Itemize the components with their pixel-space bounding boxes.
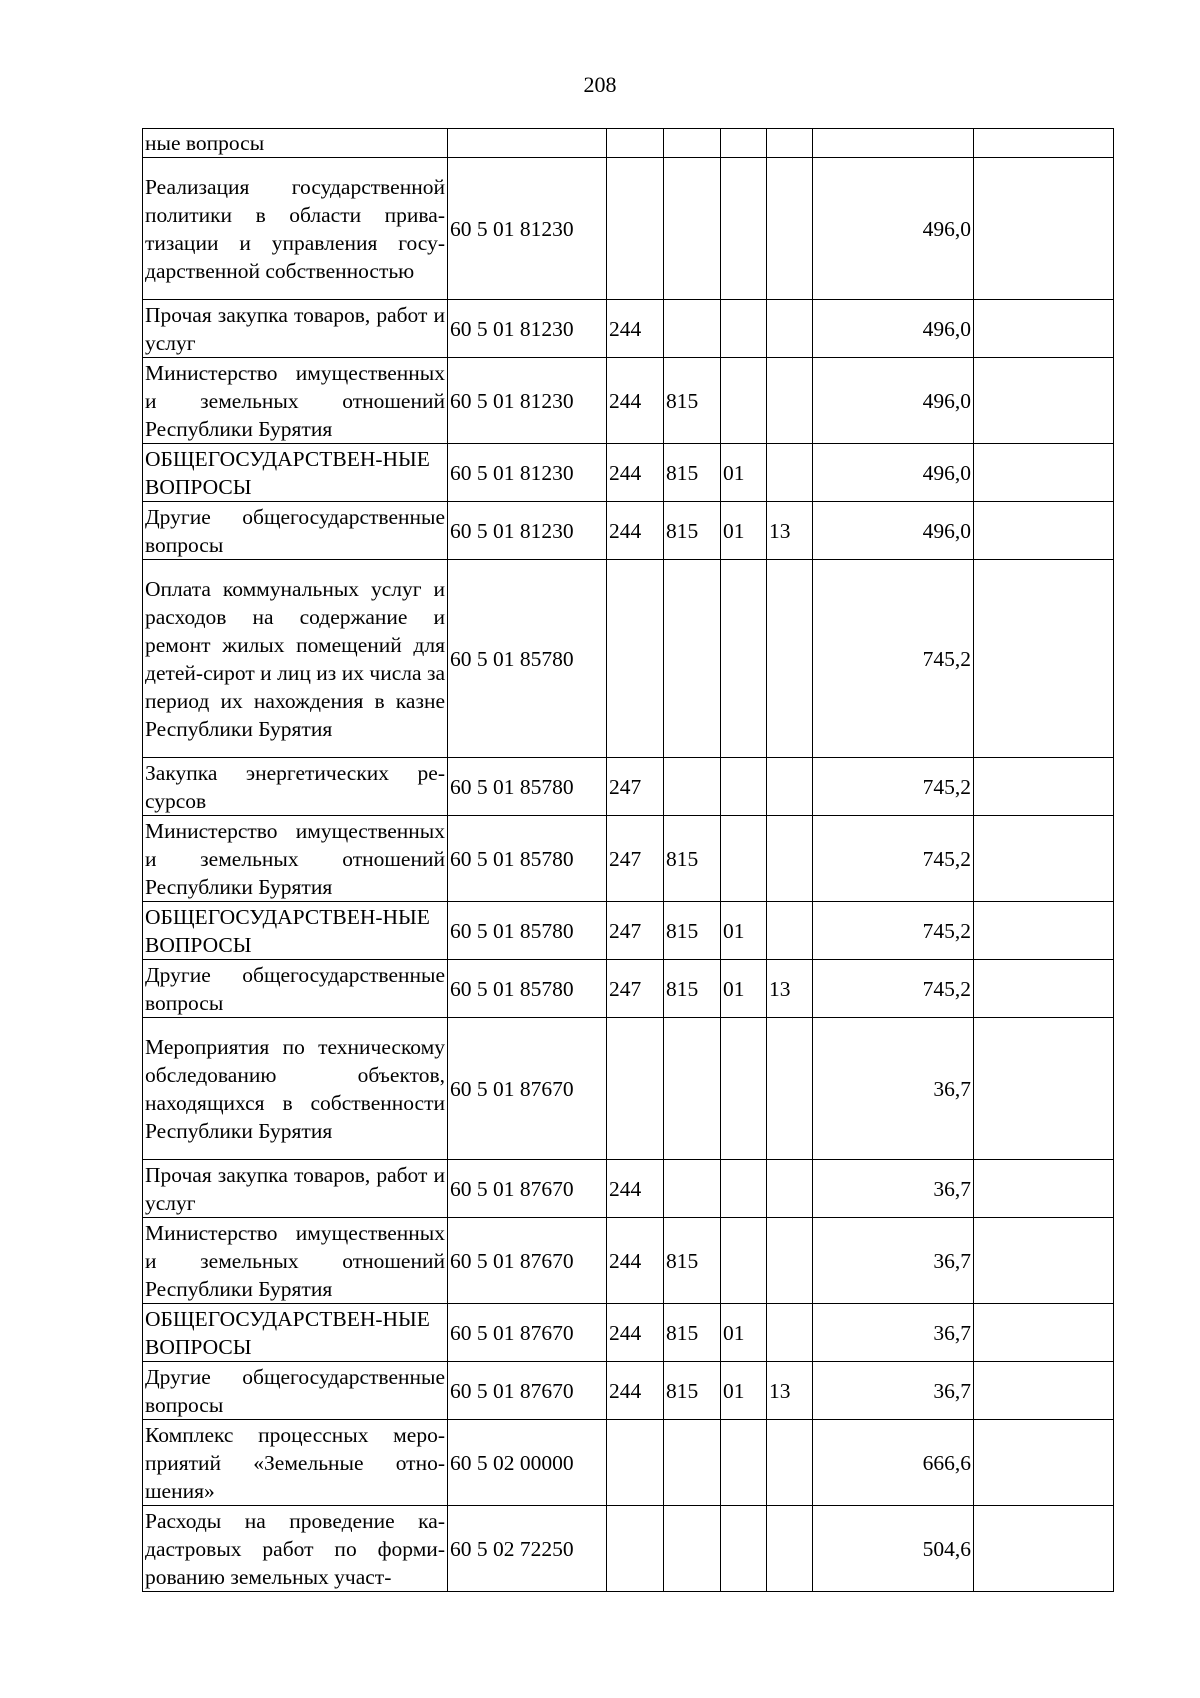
empty-cell [974, 1362, 1114, 1420]
section-cell: 01 [721, 960, 767, 1018]
ministry-code-cell [664, 1160, 721, 1218]
target-article-cell: 60 5 01 81230 [448, 358, 607, 444]
table-row [143, 560, 1114, 758]
amount-cell: 496,0 [813, 158, 974, 300]
amount-cell: 745,2 [813, 816, 974, 902]
empty-cell [974, 129, 1114, 158]
amount-cell: 745,2 [813, 560, 974, 758]
subsection-cell: 13 [767, 502, 813, 560]
section-cell [721, 1420, 767, 1506]
amount-cell: 36,7 [813, 1218, 974, 1304]
section-cell [721, 158, 767, 300]
section-cell: 01 [721, 502, 767, 560]
target-article-cell: 60 5 01 81230 [448, 444, 607, 502]
target-article-cell: 60 5 01 85780 [448, 758, 607, 816]
amount-cell: 745,2 [813, 758, 974, 816]
name-cell: ОБЩЕГОСУДАРСТВЕН-НЫЕ ВОПРОСЫ [143, 902, 448, 960]
table-row [143, 1362, 1114, 1420]
subsection-cell [767, 1304, 813, 1362]
name-cell: Другие общегосударственные вопросы [143, 502, 448, 560]
target-article-cell: 60 5 01 87670 [448, 1018, 607, 1160]
subsection-cell: 13 [767, 960, 813, 1018]
subsection-cell [767, 444, 813, 502]
amount-cell: 496,0 [813, 300, 974, 358]
table-row [143, 1218, 1114, 1304]
name-cell: Другие общегосударственные вопросы [143, 960, 448, 1018]
amount-cell: 36,7 [813, 1160, 974, 1218]
expense-type-cell [607, 1018, 664, 1160]
name-cell: ОБЩЕГОСУДАРСТВЕН-НЫЕ ВОПРОСЫ [143, 444, 448, 502]
target-article-cell: 60 5 01 87670 [448, 1362, 607, 1420]
name-cell: Оплата коммунальных услуг и расходов на содержание и ремонт жилых помещений для детей-сирот и лиц из их числа за период их нахождения в казне Республики Бурятия [143, 560, 448, 758]
ministry-code-cell: 815 [664, 960, 721, 1018]
ministry-code-cell [664, 758, 721, 816]
section-cell [721, 1160, 767, 1218]
empty-cell [974, 358, 1114, 444]
subsection-cell [767, 358, 813, 444]
ministry-code-cell [664, 300, 721, 358]
subsection-cell: 13 [767, 1362, 813, 1420]
expense-type-cell [607, 1420, 664, 1506]
expense-type-cell: 244 [607, 358, 664, 444]
subsection-cell [767, 129, 813, 158]
target-article-cell: 60 5 01 87670 [448, 1160, 607, 1218]
target-article-cell: 60 5 01 85780 [448, 816, 607, 902]
empty-cell [974, 444, 1114, 502]
ministry-code-cell [664, 158, 721, 300]
subsection-cell [767, 300, 813, 358]
empty-cell [974, 1304, 1114, 1362]
section-cell [721, 1218, 767, 1304]
target-article-cell [448, 129, 607, 158]
table-row [143, 960, 1114, 1018]
section-cell: 01 [721, 902, 767, 960]
empty-cell [974, 158, 1114, 300]
name-cell: ные вопросы [143, 129, 448, 158]
ministry-code-cell [664, 1506, 721, 1592]
amount-cell: 36,7 [813, 1018, 974, 1160]
table-row [143, 129, 1114, 158]
expense-type-cell: 247 [607, 816, 664, 902]
target-article-cell: 60 5 01 87670 [448, 1218, 607, 1304]
name-cell: Реализация государственной политики в области приватизации и управления государственной собственностью [143, 158, 448, 300]
subsection-cell [767, 902, 813, 960]
table-row [143, 300, 1114, 358]
target-article-cell: 60 5 01 85780 [448, 960, 607, 1018]
ministry-code-cell: 815 [664, 902, 721, 960]
section-cell [721, 358, 767, 444]
section-cell [721, 129, 767, 158]
empty-cell [974, 960, 1114, 1018]
empty-cell [974, 502, 1114, 560]
name-cell: Мероприятия по техническому обследованию объектов, находящихся в собственности Республики Бурятия [143, 1018, 448, 1160]
table-row [143, 902, 1114, 960]
page-number: 208 [583, 72, 617, 97]
section-cell [721, 1018, 767, 1160]
expense-type-cell [607, 560, 664, 758]
table-row [143, 816, 1114, 902]
section-cell: 01 [721, 444, 767, 502]
ministry-code-cell [664, 1018, 721, 1160]
amount-cell: 496,0 [813, 502, 974, 560]
amount-cell: 504,6 [813, 1506, 974, 1592]
amount-cell: 666,6 [813, 1420, 974, 1506]
section-cell [721, 758, 767, 816]
expense-type-cell: 247 [607, 758, 664, 816]
name-cell: Прочая закупка товаров, работ и услуг [143, 300, 448, 358]
ministry-code-cell [664, 1420, 721, 1506]
expense-type-cell: 247 [607, 960, 664, 1018]
subsection-cell [767, 1506, 813, 1592]
subsection-cell [767, 758, 813, 816]
ministry-code-cell [664, 129, 721, 158]
ministry-code-cell: 815 [664, 444, 721, 502]
subsection-cell [767, 158, 813, 300]
ministry-code-cell: 815 [664, 1218, 721, 1304]
target-article-cell: 60 5 01 85780 [448, 902, 607, 960]
name-cell: Министерство имущественных и земельных отношений Республики Бурятия [143, 1218, 448, 1304]
subsection-cell [767, 1218, 813, 1304]
expense-type-cell: 247 [607, 902, 664, 960]
name-cell: Министерство имущественных и земельных отношений Республики Бурятия [143, 816, 448, 902]
amount-cell: 36,7 [813, 1362, 974, 1420]
empty-cell [974, 902, 1114, 960]
empty-cell [974, 816, 1114, 902]
empty-cell [974, 560, 1114, 758]
table-row [143, 1420, 1114, 1506]
empty-cell [974, 1160, 1114, 1218]
subsection-cell [767, 560, 813, 758]
target-article-cell: 60 5 01 85780 [448, 560, 607, 758]
section-cell [721, 816, 767, 902]
table-row [143, 158, 1114, 300]
ministry-code-cell [664, 560, 721, 758]
empty-cell [974, 1420, 1114, 1506]
ministry-code-cell: 815 [664, 502, 721, 560]
subsection-cell [767, 816, 813, 902]
expense-type-cell: 244 [607, 1160, 664, 1218]
empty-cell [974, 1018, 1114, 1160]
name-cell: Министерство имущественных и земельных отношений Республики Бурятия [143, 358, 448, 444]
target-article-cell: 60 5 01 81230 [448, 300, 607, 358]
amount-cell: 36,7 [813, 1304, 974, 1362]
subsection-cell [767, 1018, 813, 1160]
budget-table [142, 128, 1114, 1592]
target-article-cell: 60 5 02 00000 [448, 1420, 607, 1506]
ministry-code-cell: 815 [664, 358, 721, 444]
name-cell: Другие общегосударственные вопросы [143, 1362, 448, 1420]
expense-type-cell: 244 [607, 1218, 664, 1304]
expense-type-cell [607, 129, 664, 158]
target-article-cell: 60 5 02 72250 [448, 1506, 607, 1592]
ministry-code-cell: 815 [664, 1362, 721, 1420]
table-row [143, 758, 1114, 816]
table-row [143, 502, 1114, 560]
expense-type-cell: 244 [607, 444, 664, 502]
expense-type-cell: 244 [607, 300, 664, 358]
empty-cell [974, 758, 1114, 816]
table-row [143, 1160, 1114, 1218]
name-cell: Расходы на проведение кадастровых работ по формированию земельных участ- [143, 1506, 448, 1592]
table-row [143, 1304, 1114, 1362]
section-cell [721, 560, 767, 758]
ministry-code-cell: 815 [664, 1304, 721, 1362]
empty-cell [974, 1218, 1114, 1304]
table-row [143, 444, 1114, 502]
empty-cell [974, 1506, 1114, 1592]
name-cell: Закупка энергетических ресурсов [143, 758, 448, 816]
amount-cell: 496,0 [813, 444, 974, 502]
ministry-code-cell: 815 [664, 816, 721, 902]
name-cell: Прочая закупка товаров, работ и услуг [143, 1160, 448, 1218]
name-cell: ОБЩЕГОСУДАРСТВЕН-НЫЕ ВОПРОСЫ [143, 1304, 448, 1362]
name-cell: Комплекс процессных мероприятий «Земельные отношения» [143, 1420, 448, 1506]
expense-type-cell: 244 [607, 1362, 664, 1420]
amount-cell [813, 129, 974, 158]
section-cell [721, 1506, 767, 1592]
expense-type-cell [607, 1506, 664, 1592]
section-cell: 01 [721, 1304, 767, 1362]
empty-cell [974, 300, 1114, 358]
expense-type-cell [607, 158, 664, 300]
amount-cell: 745,2 [813, 960, 974, 1018]
target-article-cell: 60 5 01 81230 [448, 158, 607, 300]
section-cell [721, 300, 767, 358]
expense-type-cell: 244 [607, 502, 664, 560]
table-row [143, 1506, 1114, 1592]
table-row [143, 1018, 1114, 1160]
section-cell: 01 [721, 1362, 767, 1420]
subsection-cell [767, 1420, 813, 1506]
subsection-cell [767, 1160, 813, 1218]
expense-type-cell: 244 [607, 1304, 664, 1362]
table-row [143, 358, 1114, 444]
target-article-cell: 60 5 01 81230 [448, 502, 607, 560]
amount-cell: 496,0 [813, 358, 974, 444]
target-article-cell: 60 5 01 87670 [448, 1304, 607, 1362]
amount-cell: 745,2 [813, 902, 974, 960]
